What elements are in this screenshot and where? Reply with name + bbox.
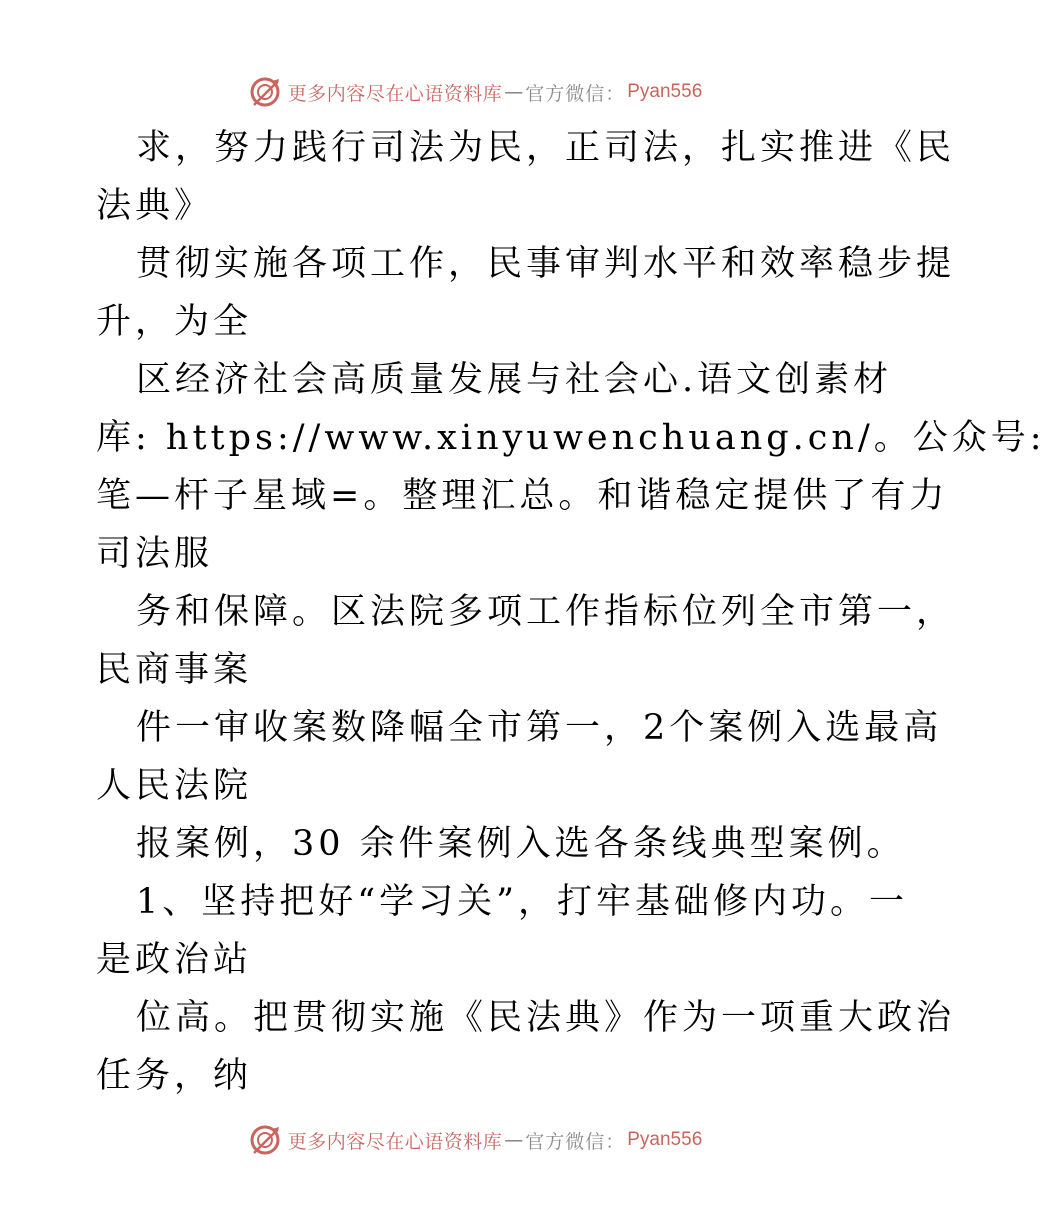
body-line: 件一审收案数降幅全市第一，2个案例入选最高 bbox=[136, 708, 943, 748]
body-line: 位高。把贯彻实施《民法典》作为一项重大政治 bbox=[136, 998, 956, 1038]
body-line: 求，努力践行司法为民，正司法，扎实推进《民 bbox=[136, 128, 956, 168]
footer-banner-text: 更多内容尽在心语资料库 bbox=[287, 1130, 503, 1153]
footer-banner-wechat-id: Pyan556 bbox=[627, 1129, 703, 1150]
header-banner-separator: — bbox=[504, 81, 524, 103]
body-line: 贯彻实施各项工作，民事审判水平和效率稳步提 bbox=[136, 244, 956, 284]
body-line: 升，为全 bbox=[96, 302, 253, 342]
header-banner-wechat-label: 官方微信： bbox=[525, 82, 626, 105]
body-line: 法典》 bbox=[96, 186, 214, 226]
body-line: 人民法院 bbox=[96, 766, 253, 806]
body-line: 报案例，30 余件案例入选各条线典型案例。 bbox=[136, 824, 906, 864]
body-line: 司法服 bbox=[96, 534, 214, 574]
pen-circle-logo-icon bbox=[248, 1123, 284, 1157]
body-line: 任务，纳 bbox=[96, 1056, 253, 1096]
body-line: 笔—杆子星域=。整理汇总。和谐稳定提供了有力 bbox=[96, 476, 949, 516]
body-line: 库: https://www.xinyuwenchuang.cn/。公众号: bbox=[96, 418, 1046, 458]
body-line: 是政治站 bbox=[96, 940, 253, 980]
header-banner-text: 更多内容尽在心语资料库 bbox=[287, 82, 503, 105]
footer-banner-wechat-label: 官方微信： bbox=[525, 1130, 626, 1153]
body-line: 区经济社会高质量发展与社会心.语文创素材 bbox=[136, 360, 893, 400]
document-body bbox=[96, 119, 1046, 1105]
footer-banner-separator: — bbox=[504, 1129, 524, 1151]
pen-circle-logo-icon bbox=[248, 75, 284, 109]
body-line: 民商事案 bbox=[96, 650, 253, 690]
footer-watermark bbox=[0, 1120, 950, 1160]
body-line: 1、坚持把好“学习关”，打牢基础修内功。一 bbox=[136, 882, 909, 922]
body-line: 务和保障。区法院多项工作指标位列全市第一， bbox=[136, 592, 956, 632]
header-watermark bbox=[0, 72, 950, 112]
header-banner-wechat-id: Pyan556 bbox=[627, 81, 703, 102]
